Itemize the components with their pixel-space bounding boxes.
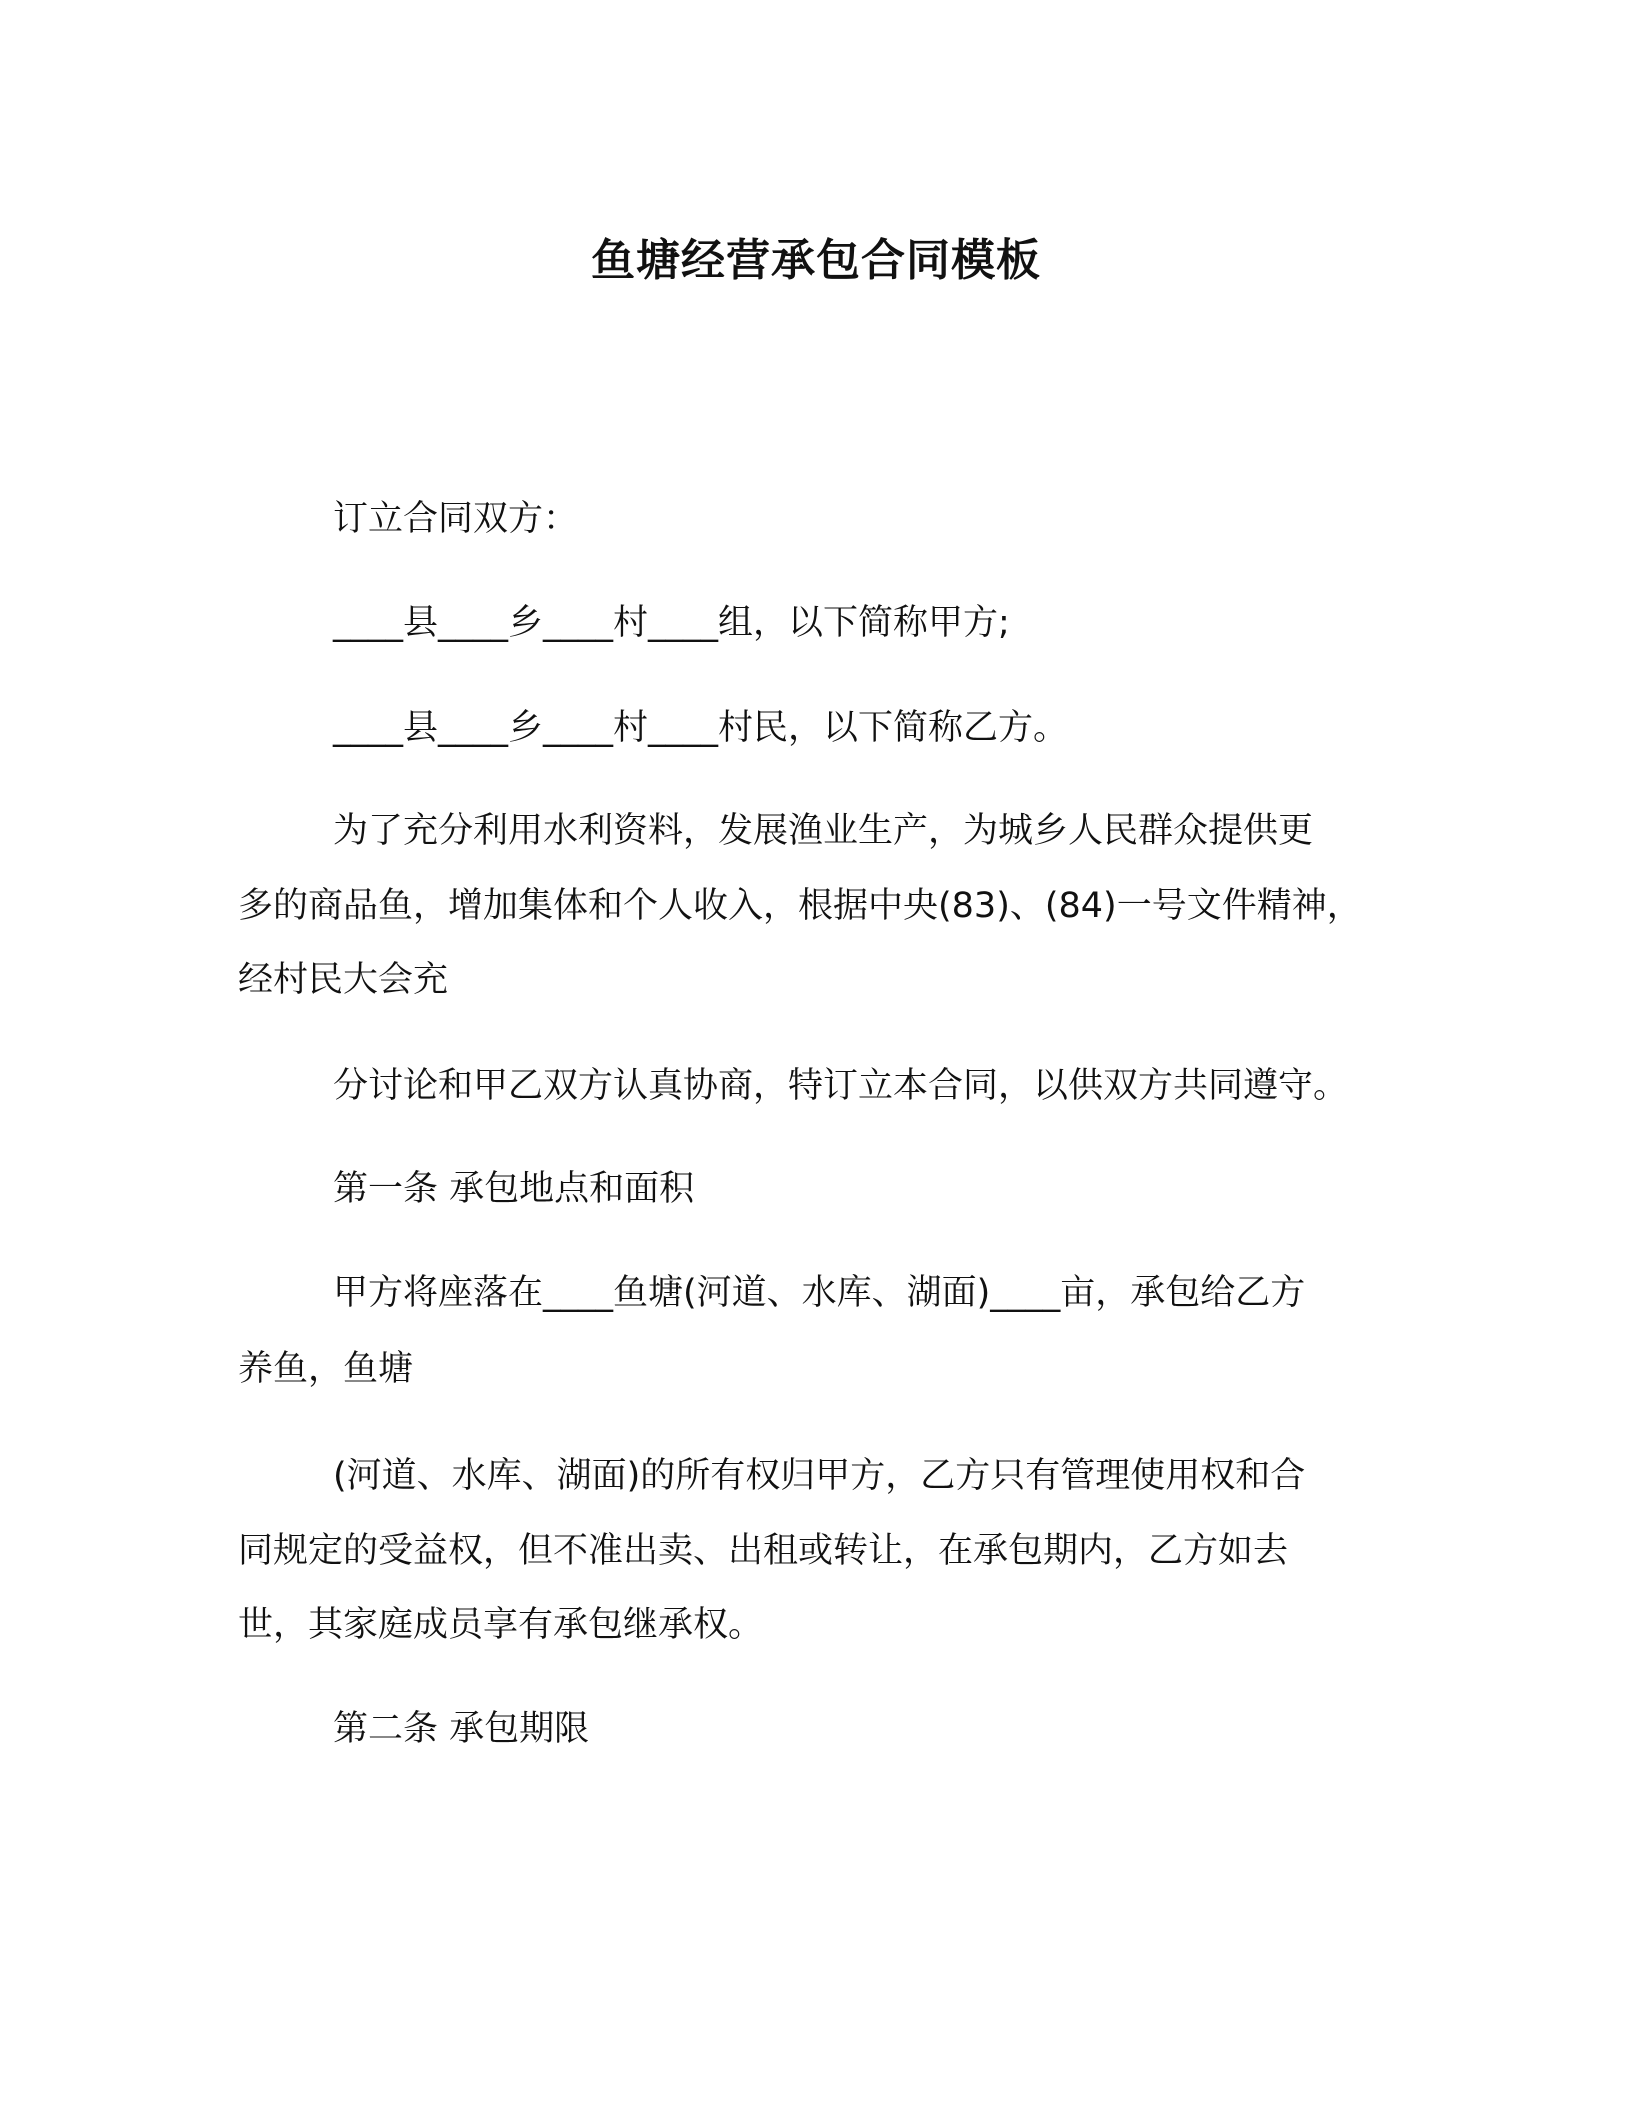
purpose-paragraph-line-3: 经村民大会充 (238, 960, 449, 1000)
purpose-paragraph-line-2: 多的商品鱼，增加集体和个人收入，根据中央(83)、(84)一号文件精神， (238, 886, 1362, 926)
party-a-line: ____县____乡____村____组，以下简称甲方; (333, 603, 1010, 643)
article-1-paragraph-line-1: 甲方将座落在____鱼塘(河道、水库、湖面)____亩，承包给乙方 (333, 1273, 1306, 1313)
ownership-paragraph-line-3: 世，其家庭成员享有承包继承权。 (238, 1605, 764, 1645)
party-b-line: ____县____乡____村____村民，以下简称乙方。 (333, 708, 1069, 748)
purpose-paragraph-line-1: 为了充分利用水利资料，发展渔业生产，为城乡人民群众提供更 (333, 811, 1314, 851)
document-title: 鱼塘经营承包合同模板 (591, 235, 1041, 286)
article-1-heading: 第一条 承包地点和面积 (333, 1169, 695, 1209)
ownership-paragraph-line-1: (河道、水库、湖面)的所有权归甲方，乙方只有管理使用权和合 (333, 1456, 1306, 1496)
ownership-paragraph-line-2: 同规定的受益权，但不准出卖、出租或转让，在承包期内，乙方如去 (238, 1531, 1289, 1571)
agreement-paragraph: 分讨论和甲乙双方认真协商，特订立本合同，以供双方共同遵守。 (333, 1066, 1349, 1106)
article-1-paragraph-line-2: 养鱼，鱼塘 (238, 1349, 414, 1389)
parties-heading: 订立合同双方： (333, 499, 579, 539)
article-2-heading: 第二条 承包期限 (333, 1709, 590, 1749)
